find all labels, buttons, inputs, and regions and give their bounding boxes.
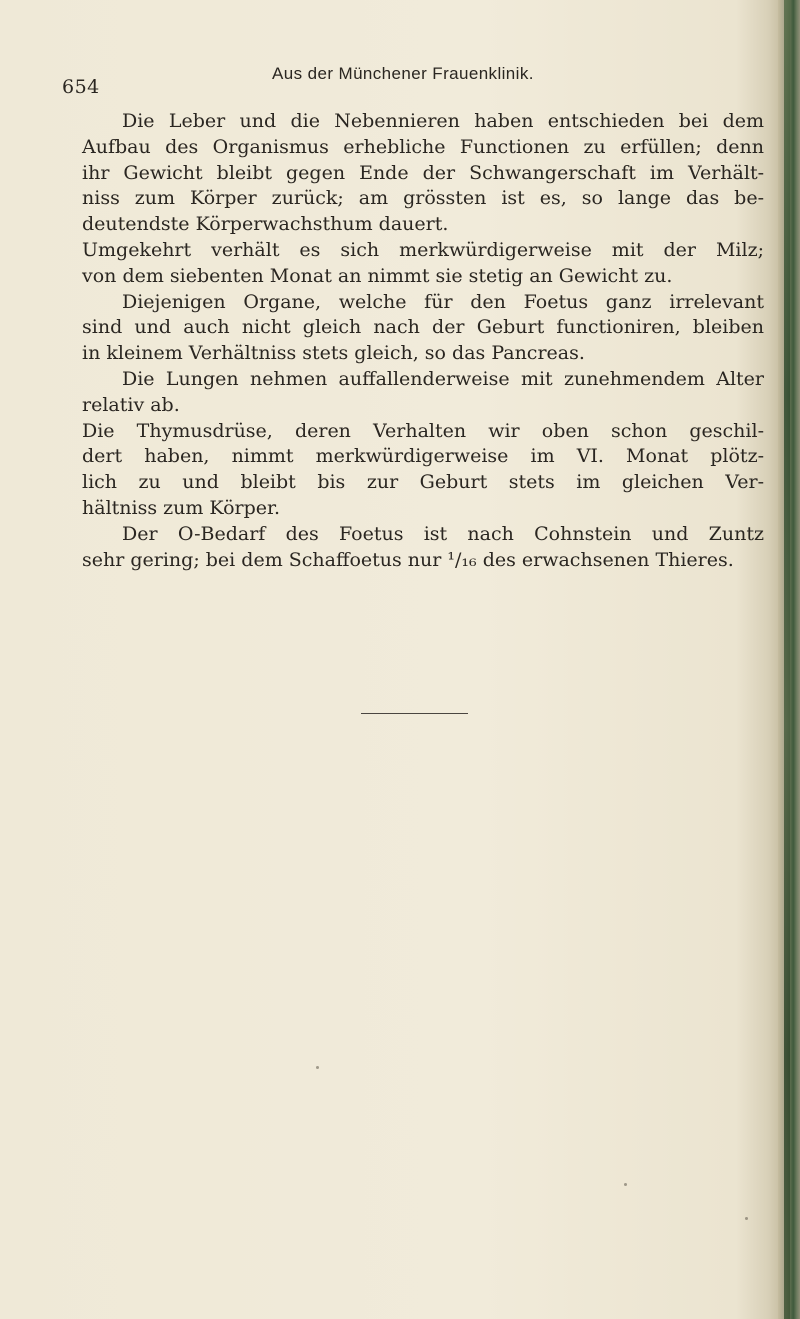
text-line: relativ ab.: [82, 393, 180, 416]
text-line: niss zum Körper zurück; am grössten ist es, so lange das be-: [82, 187, 764, 210]
paper-speck: [624, 1183, 627, 1186]
text-line: Umgekehrt verhält es sich merkwürdigerweise mit der Milz;: [82, 238, 764, 261]
text-line: sehr gering; bei dem Schaffoetus nur ¹/₁₆ des erwachsenen Thieres.: [82, 548, 734, 571]
binding-shadow: [784, 0, 790, 1319]
text-line: hältniss zum Körper.: [82, 496, 281, 519]
text-line: Diejenigen Organe, welche für den Foetus ganz irrelevant: [122, 290, 764, 313]
text-line: in kleinem Verhältniss stets gleich, so das Pancreas.: [82, 342, 585, 365]
text-line: lich zu und bleibt bis zur Geburt stets im gleichen Ver-: [82, 471, 764, 494]
text-line: sind und auch nicht gleich nach der Geburt functioniren, bleiben: [82, 316, 764, 339]
text-line: Aufbau des Organismus erhebliche Functionen zu erfüllen; denn: [82, 135, 764, 158]
body-text: [82, 109, 764, 573]
text-line: ihr Gewicht bleibt gegen Ende der Schwangerschaft im Verhält-: [82, 161, 764, 184]
text-line: deutendste Körperwachsthum dauert.: [82, 213, 449, 236]
text-line: Die Thymusdrüse, deren Verhalten wir oben schon geschil-: [82, 419, 764, 442]
end-rule: [361, 713, 468, 714]
text-line: dert haben, nimmt merkwürdigerweise im VI. Monat plötz-: [82, 445, 764, 468]
text-line: Der O-Bedarf des Foetus ist nach Cohnstein und Zuntz: [122, 522, 764, 545]
paper-speck: [745, 1217, 748, 1220]
text-line: Die Leber und die Nebennieren haben entschieden bei dem: [122, 110, 764, 132]
text-line: von dem siebenten Monat an nimmt sie stetig an Gewicht zu.: [82, 264, 673, 287]
running-head: Aus der Münchener Frauenklinik.: [272, 64, 534, 83]
page-number: 654: [62, 76, 100, 98]
paper-speck: [316, 1066, 319, 1069]
text-line: Die Lungen nehmen auffallenderweise mit zunehmendem Alter: [122, 367, 764, 390]
page-header: [60, 64, 760, 98]
